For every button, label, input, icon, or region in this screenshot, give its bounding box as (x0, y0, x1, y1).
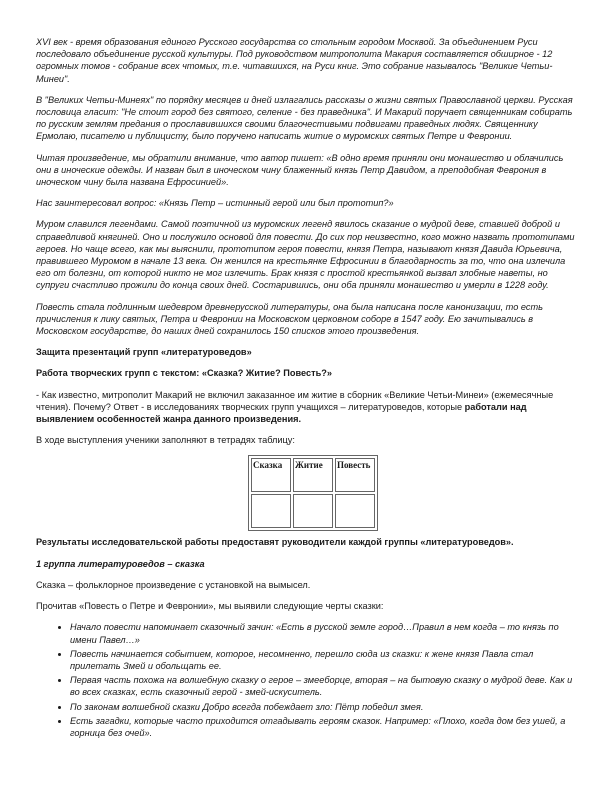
table-intro: В ходе выступления ученики заполняют в тетрадях таблицу: (36, 435, 295, 446)
fairy-tale-features-list (36, 621, 576, 739)
paragraph-chetyi-minei: В "Великих Четьи-Минеях" по порядку месяцев и дней излагались рассказы о жизни святых Православной церкви. Русская пословица гласит: "Не стоит город без святого, селение - без праведника". И Макарий поручает священникам собирать по русским землям предания о прославившихся своими благочестивыми подвигами праведных людях. Священнику Ермолаю, писателю и публицисту, было поручено написать житие о муромских святых Петре и Февронии. (36, 94, 573, 142)
intro-text: - Как известно, митрополит Макарий не включил заказанное им житие в сборник «Великие Четьи-Минеи» (ежемесячные чтения). Почему? Ответ - в исследованиях творческих групп учащихся – литературоведов, которые (36, 389, 554, 412)
paragraph-century: XVI век - время образования единого Русского государства со стольным городом Москвой. За объединением Руси последовало объединение русской культуры. Под руководством митрополита Макария составляется обширное - 12 огромных томов - собрание всех чтомых, т.е. читавшихся, на Руси книг. Это собрание называлось "Великие Четьи-Минеи". (36, 37, 553, 84)
table-header-cell: Повесть (335, 458, 375, 492)
genre-table (248, 455, 378, 531)
list-item: • Первая часть похожа на волшебную сказку о герое – змееборце, вторая – на бытовую сказку о мудрой деве. Как и во всех сказках, есть сказочный герой - змей-искуситель. (70, 674, 576, 698)
heading-work: Работа творческих групп с текстом: «Сказка? Житие? Повесть?» (36, 368, 332, 379)
results-text: Результаты исследовательской работы предоставят руководители каждой группы «литературоведов». (36, 537, 514, 548)
paragraph-question: Нас заинтересовал вопрос: «Князь Петр – истинный герой или был прототип?» (36, 198, 394, 209)
table-header-cell: Житие (293, 458, 333, 492)
list-item: • Повесть начинается событием, которое, несомненно, перешло сюда из сказки: к жене князя Павла стал прилетать Змей и обольщать ее. (70, 648, 576, 672)
table-header-row (251, 458, 375, 492)
group1-definition: Сказка – фольклорное произведение с установкой на вымысел. (36, 579, 311, 590)
table-row (251, 494, 375, 528)
list-item: • Начало повести напоминает сказочный зачин: «Есть в русской земле город…Правил в нем когда – то князь по имени Павел…» (70, 621, 576, 645)
paragraph-intro (36, 389, 576, 426)
paragraph-masterpiece: Повесть стала подлинным шедевром древнерусской литературы, она была написана после канонизации, то есть причисления к лику святых, Петра и Февронии на Московском церковном соборе в 1547 году. Ею зачитывались в Московском государстве, до наших дней сохранилось 150 списков этого произведения. (36, 301, 543, 337)
list-item: • Есть загадки, которые часто приходится отгадывать героям сказок. Например: «Плохо, когда дом без ушей, а горница без очей». (70, 715, 576, 739)
table-cell-empty (335, 494, 375, 528)
intro-bold-text: работали над выявлением особенностей жанра данного произведения. (36, 401, 527, 425)
table-cell-empty (251, 494, 291, 528)
table-header-cell: Сказка (251, 458, 291, 492)
paragraph-murom-legends: Муром славился легендами. Самой поэтичной из муромских легенд явилось сказание о мудрой деве, ставшей доброй и справедливой княгиней. Оно и послужило основой для повести. До сих пор неизвестно, кого можно назвать прототипами героев. Но чаще всего, как мы выяснили, прототипом героя повести, князя Петра, называют князя Давида Юрьевича, правившего Муромом в начале 13 века. Он женился на крестьянке Ефросинии в благодарность за то, что она излечила его от болезни, от которой никто не мог излечить. Брак князя с простой крестьянкой вызвал злобные наветы, но супруги счастливо прожили до конца своих дней. Состарившись, они оба приняли монашество и умерли в 1228 году. (36, 219, 575, 291)
document-page (36, 36, 576, 741)
heading-defense: Защита презентаций групп «литературоведов» (36, 347, 252, 358)
table-cell-empty (293, 494, 333, 528)
group1-heading: 1 группа литературоведов – сказка (36, 558, 205, 569)
list-item: • По законам волшебной сказки Добро всегда побеждает зло: Пётр победил змея. (70, 701, 576, 713)
paragraph-quote: Читая произведение, мы обратили внимание, что автор пишет: «В одно время приняли они монашество и облачились они в иноческие одежды. И назван был в иноческом чину блаженный князь Петр Давидом, а преподобная Феврония в иноческом чину была названа Ефросинией». (36, 152, 564, 188)
group1-reading: Прочитав «Повесть о Петре и Февронии», мы выявили следующие черты сказки: (36, 601, 384, 612)
